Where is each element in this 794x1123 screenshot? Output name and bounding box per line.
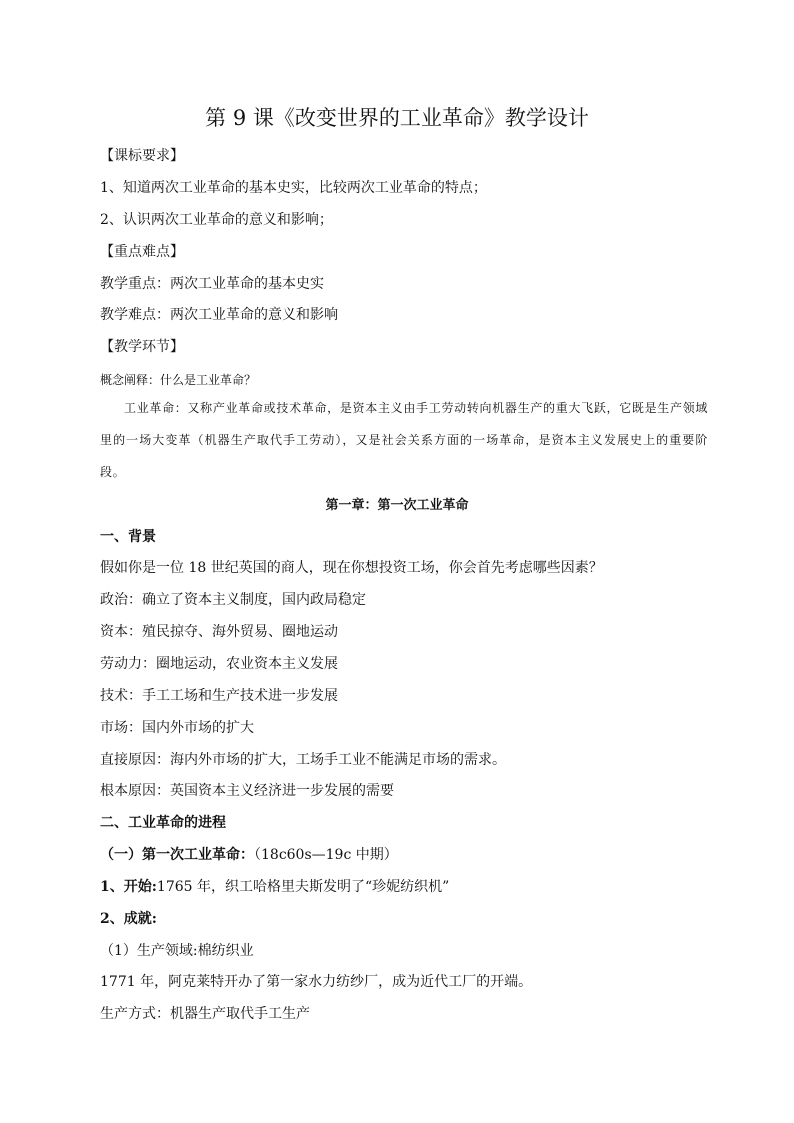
background-question: 假如你是一位 18 世纪英国的商人，现在你想投资工场，你会首先考虑哪些因素？ <box>100 560 603 576</box>
factor-politics: 政治：确立了资本主义制度，国内政局稳定 <box>100 592 366 608</box>
subsection-first-revolution <box>100 845 700 865</box>
key-point: 教学重点：两次工业革命的基本史实 <box>100 276 324 292</box>
start-line <box>100 877 700 897</box>
achievements-label: 2、成就: <box>100 911 157 927</box>
chapter-heading-1: 第一章：第一次工业革命 <box>325 498 469 513</box>
factor-market: 市场：国内外市场的扩大 <box>100 720 254 736</box>
field-label: （1）生产领域: <box>100 943 198 959</box>
concept-question: 概念阐释：什么是工业革命？ <box>100 373 257 387</box>
field-text: 棉纺织业 <box>197 943 254 959</box>
start-label: 1、开始: <box>100 879 157 895</box>
concept-definition: 工业革命：又称产业革命或技术革命，是资本主义由手工劳动转向机器生产的重大飞跃，它既是生产领域里的一场大变革（机器生产取代手工劳动），又是社会关系方面的一场革命，是资本主义发展史上的重要阶段。 <box>100 401 708 479</box>
subsection-first-period: （18c60s—19c 中期） <box>254 847 398 863</box>
production-mode: 生产方式：机器生产取代手工生产 <box>100 1006 310 1022</box>
subsection-first-label: （一）第一次工业革命： <box>100 847 254 863</box>
root-cause: 根本原因：英国资本主义经济进一步发展的需要 <box>100 783 394 799</box>
standard-item-2: 2、认识两次工业革命的意义和影响； <box>100 212 333 228</box>
factor-capital: 资本：殖民掠夺、海外贸易、圈地运动 <box>100 624 338 640</box>
field-line <box>100 941 700 961</box>
difficult-point: 教学难点：两次工业革命的意义和影响 <box>100 307 338 323</box>
section-heading-background: 一、背景 <box>100 529 156 545</box>
factor-technology: 技术：手工工场和生产技术进一步发展 <box>100 688 338 704</box>
section-heading-standard: 【课标要求】 <box>100 148 184 164</box>
section-heading-progress: 二、工业革命的进程 <box>100 815 226 831</box>
page-title: 第 9 课《改变世界的工业革命》教学设计 <box>205 106 589 130</box>
section-heading-key: 【重点难点】 <box>100 244 184 260</box>
standard-item-1: 1、知道两次工业革命的基本史实，比较两次工业革命的特点； <box>100 180 487 196</box>
start-text: 1765 年，织工哈格里夫斯发明了“珍妮纺织机” <box>156 879 450 895</box>
factor-labor: 劳动力：圈地运动，农业资本主义发展 <box>100 656 338 672</box>
factory-line: 1771 年，阿克莱特开办了第一家水力纺纱厂，成为近代工厂的开端。 <box>100 974 533 990</box>
section-heading-process: 【教学环节】 <box>100 339 184 355</box>
direct-cause: 直接原因：海内外市场的扩大，工场手工业不能满足市场的需求。 <box>100 752 506 768</box>
